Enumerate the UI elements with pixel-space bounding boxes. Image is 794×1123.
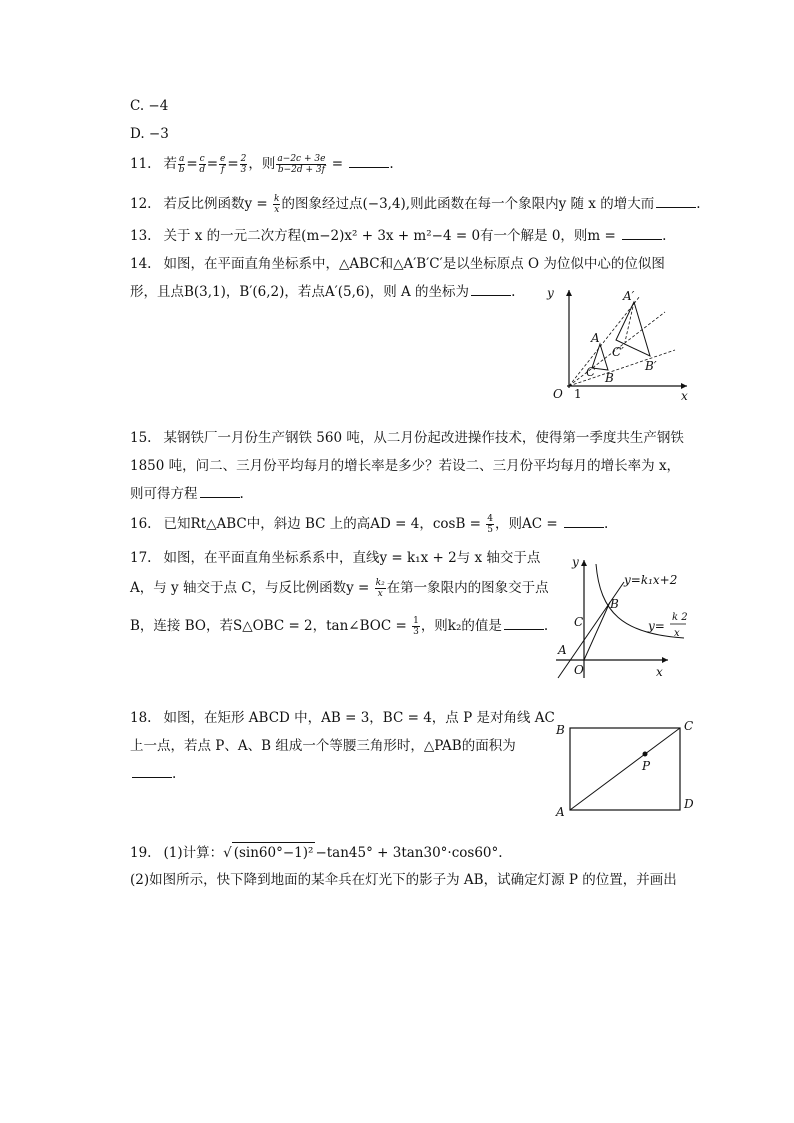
answer-blank [132, 765, 172, 778]
label-curve-bot: x [674, 628, 680, 639]
label-o: O [574, 663, 584, 677]
label-curve-top: k 2 [672, 612, 688, 623]
label-o: O [553, 387, 563, 401]
label-b2: B′ [645, 359, 657, 373]
point-p [643, 752, 648, 757]
question-17-line1: 17. 如图，在平面直角坐标系系中，直线y = k₁x + 2与 x 轴交于点 [130, 550, 541, 566]
answer-blank [349, 155, 389, 168]
answer-blank [564, 515, 604, 528]
question-15-line3: 则可得方程 . [130, 486, 244, 502]
x-arrow [662, 657, 668, 663]
y-arrow [566, 290, 572, 296]
question-16: 16. 已知Rt△ABC中，斜边 BC 上的高AD = 4，cosB = $\frac{4}{5}$ ，则AC = . [130, 514, 609, 535]
question-17-line2: A，与 y 轴交于点 C，与反比例函数y = $\frac{\text{k₂}}{x}$ 在第一象限内的图象交于点 [130, 578, 549, 599]
label-a: A [556, 805, 565, 818]
label-line: y=k₁x+2 [624, 573, 678, 587]
question-11: 11. 若 $\frac{a}{b}$ = $\frac{c}{d}$ = $\frac{e}{f}$ = $\frac{2}{3}$ ，则 $\frac{a-2c + 3e}{b-2d + 3f}$ = . [130, 154, 394, 175]
answer-blank [656, 195, 696, 208]
option-c: C. −4 [130, 98, 169, 114]
label-c2: C′ [612, 345, 624, 359]
option-d: D. −3 [130, 126, 169, 142]
question-14-line1: 14. 如图，在平面直角坐标系中，△ABC和△A′B′C′是以坐标原点 O 为位似中心的位似图 [130, 256, 665, 272]
label-c: C [574, 615, 584, 629]
label-c: C [684, 719, 694, 733]
label-a2: A′ [623, 289, 635, 303]
segment-bo [584, 602, 610, 660]
answer-blank [504, 617, 544, 630]
label-b: B [605, 371, 614, 385]
answer-blank [622, 227, 662, 240]
figure-14 [545, 282, 695, 402]
question-18-line2: 上一点，若点 P、A、B 组成一个等腰三角形时，△PAB的面积为 [130, 738, 516, 754]
question-17-line3: B，连接 BO，若S△OBC = 2，tan∠BOC = $\frac{1}{3}$ ，则k₂的值是 . [130, 616, 549, 637]
label-x: x [656, 665, 663, 679]
answer-blank [471, 283, 511, 296]
question-18-line1: 18. 如图，在矩形 ABCD 中，AB = 3，BC = 4，点 P 是对角线 AC [130, 710, 555, 726]
label-one: 1 [574, 387, 582, 401]
label-a: A [591, 331, 600, 345]
label-p: P [642, 759, 651, 773]
label-y: y [547, 286, 554, 300]
question-15-line1: 15. 某钢铁厂一月份生产钢铁 560 吨，从二月份起改进操作技术，使得第一季度共生产钢铁 [130, 430, 684, 446]
label-a: A [558, 643, 567, 657]
question-19-part2: (2)如图所示，快下降到地面的某伞兵在灯光下的影子为 AB，试确定灯源 P 的位置，并画出 [130, 872, 677, 888]
y-arrow [581, 560, 587, 566]
question-19-part1: 19. (1)计算：√ (sin60°−1)² −tan45° + 3tan30°·cos60°. [130, 842, 503, 863]
label-x: x [681, 389, 688, 402]
question-12: 12. 若反比例函数y = $\frac{k}{x}$ 的图象经过点(−3,4),则此函数在每一个象限内y 随 x 的增大而 . [130, 194, 701, 215]
question-18-line3: . [130, 764, 176, 784]
label-curve: y= [648, 619, 665, 633]
figure-18 [552, 718, 702, 818]
label-d: D [684, 797, 694, 811]
question-15-line2: 1850 吨，问二、三月份平均每月的增长率是多少？若设二、三月份平均每月的增长率为 x， [130, 458, 681, 474]
answer-blank [200, 485, 240, 498]
question-13: 13. 关于 x 的一元二次方程(m−2)x² + 3x + m²−4 = 0有一个解是 0，则m = . [130, 228, 667, 244]
label-b: B [610, 597, 619, 611]
label-b: B [556, 723, 565, 737]
label-y: y [572, 555, 579, 569]
diagonal-ac [570, 728, 680, 810]
question-14-line2: 形，且点B(3,1)，B′(6,2)，若点A′(5,6)，则 A 的坐标为 . [130, 284, 516, 300]
label-c: C [586, 365, 596, 379]
figure-17 [552, 552, 692, 682]
